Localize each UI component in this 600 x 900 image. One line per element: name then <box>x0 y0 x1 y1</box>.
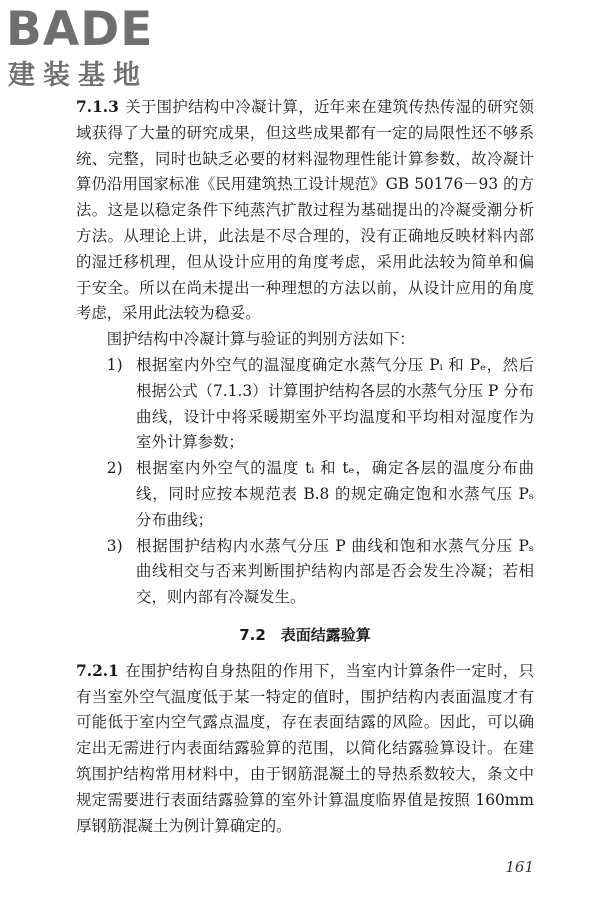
clause-7-2-1 <box>76 659 534 840</box>
clause-text: 关于围护结构中冷凝计算，近年来在建筑传热传湿的研究领域获得了大量的研究成果，但这些成果都有一定的局限性还不够系统、完整，同时也缺乏必要的材料湿物理性能计算参数，故冷凝计算仍沿用国家标准《民用建筑热工设计规范》GB 50176－93 的方法。这是以稳定条件下纯蒸汽扩散过程为基础提出的冷凝受潮分析方法。从理论上讲，此法是不尽合理的，没有正确地反映材料内部的湿迁移机理，但从设计应用的角度考虑，采用此法较为简单和偏于安全。所以在尚未提出一种理想的方法以前，从设计应用的角度考虑，采用此法较为稳妥。 <box>76 98 534 323</box>
list-item-number: 3) <box>106 536 123 555</box>
clause-number: 7.1.3 <box>76 98 119 116</box>
list-item-text: 根据围护结构内水蒸气分压 P 曲线和饱和水蒸气分压 Pₛ 曲线相交与否来判断围护结构内部是否会发生冷凝；若相交，则内部有冷凝发生。 <box>136 536 534 607</box>
bade-logo <box>6 4 176 94</box>
method-intro: 围护结构中冷凝计算与验证的判别方法如下： <box>106 330 415 349</box>
list-item <box>107 353 534 456</box>
logo-wordmark: BADE <box>6 2 154 57</box>
list-item <box>107 534 534 611</box>
list-item-number: 1) <box>106 355 123 374</box>
list-item-number: 2) <box>106 459 123 478</box>
section-heading: 7.2 表面结露验算 <box>239 625 371 644</box>
clause-number: 7.2.1 <box>76 661 119 680</box>
list-item <box>107 456 534 533</box>
list-item-text: 根据室内外空气的温度 tᵢ 和 tₑ，确定各层的温度分布曲线，同时应按本规范表 B.8 的规定确定饱和水蒸气压 Pₛ 分布曲线； <box>136 459 534 529</box>
clause-text: 在围护结构自身热阻的作用下，当室内计算条件一定时，只有当室外空气温度低于某一特定的值时，围护结构内表面温度才有可能低于室内空气露点温度，存在表面结露的风险。因此，可以确定出无需进行内表面结露验算的范围，以简化结露验算设计。在建筑围护结构常用材料中，由于钢筋混凝土的导热系数较大，条文中规定需要进行表面结露验算的室外计算温度临界值是按照 160mm 厚钢筋混凝土为例计算确定的。 <box>76 661 534 835</box>
clause-7-1-3 <box>76 95 534 327</box>
page-number: 161 <box>505 858 534 876</box>
logo-chinese-name: 建装基地 <box>8 60 148 91</box>
list-item-text: 根据室内外空气的温湿度确定水蒸气分压 Pᵢ 和 Pₑ，然后根据公式（7.1.3）计算围护结构各层的水蒸气分压 P 分布曲线，设计中将采暖期室外平均温度和平均相对湿度作为室外计算参数； <box>136 355 534 452</box>
document-body <box>76 95 534 839</box>
